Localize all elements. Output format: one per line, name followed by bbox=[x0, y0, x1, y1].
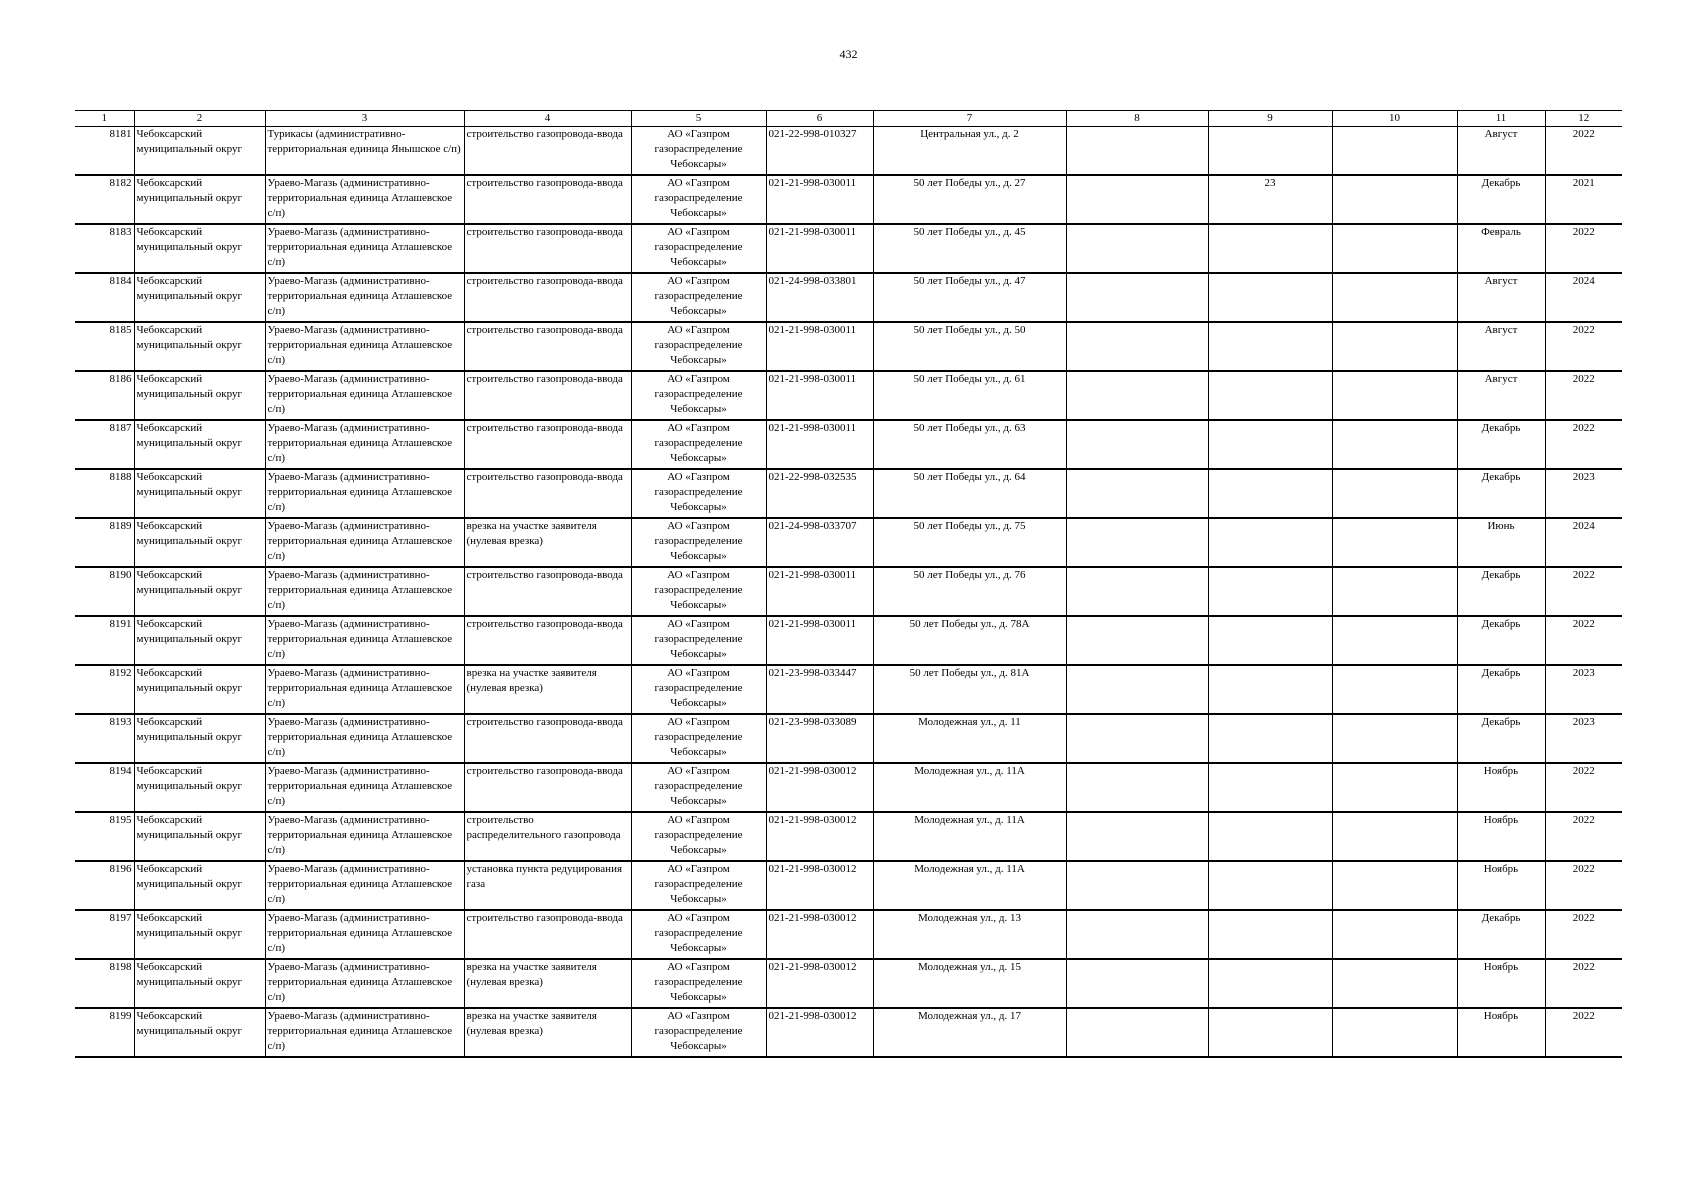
row-number-cell: 8195 bbox=[75, 812, 134, 861]
work-type-cell: строительство газопровода-ввода bbox=[464, 910, 631, 959]
column-8-cell bbox=[1066, 959, 1208, 1008]
table-row bbox=[75, 322, 1622, 371]
settlement-cell: Ураево-Магазь (административно-территориальная единица Атлашевское с/п) bbox=[265, 567, 464, 616]
year-cell: 2024 bbox=[1545, 273, 1622, 322]
column-9-cell bbox=[1208, 224, 1332, 273]
settlement-cell: Ураево-Магазь (административно-территориальная единица Атлашевское с/п) bbox=[265, 175, 464, 224]
column-10-cell bbox=[1332, 175, 1457, 224]
organization-cell: АО «Газпром газораспределение Чебоксары» bbox=[631, 1008, 766, 1057]
row-number-cell: 8192 bbox=[75, 665, 134, 714]
month-cell: Июнь bbox=[1457, 518, 1545, 567]
table-row bbox=[75, 616, 1622, 665]
month-cell: Ноябрь bbox=[1457, 812, 1545, 861]
column-8-cell bbox=[1066, 518, 1208, 567]
column-8-cell bbox=[1066, 469, 1208, 518]
district-cell: Чебоксарский муниципальный округ bbox=[134, 616, 265, 665]
district-cell: Чебоксарский муниципальный округ bbox=[134, 1008, 265, 1057]
address-cell: 50 лет Победы ул., д. 61 bbox=[873, 371, 1066, 420]
organization-cell: АО «Газпром газораспределение Чебоксары» bbox=[631, 322, 766, 371]
settlement-cell: Ураево-Магазь (административно-территориальная единица Атлашевское с/п) bbox=[265, 322, 464, 371]
row-number-cell: 8181 bbox=[75, 127, 134, 176]
column-header: 10 bbox=[1332, 111, 1457, 127]
district-cell: Чебоксарский муниципальный округ bbox=[134, 127, 265, 176]
request-code-cell: 021-23-998-033447 bbox=[766, 665, 873, 714]
registry-table bbox=[75, 110, 1622, 1058]
district-cell: Чебоксарский муниципальный округ bbox=[134, 322, 265, 371]
work-type-cell: установка пункта редуцирования газа bbox=[464, 861, 631, 910]
work-type-cell: строительство газопровода-ввода bbox=[464, 127, 631, 176]
row-number-cell: 8198 bbox=[75, 959, 134, 1008]
row-number-cell: 8187 bbox=[75, 420, 134, 469]
row-number-cell: 8193 bbox=[75, 714, 134, 763]
settlement-cell: Ураево-Магазь (административно-территориальная единица Атлашевское с/п) bbox=[265, 763, 464, 812]
table-row bbox=[75, 567, 1622, 616]
month-cell: Август bbox=[1457, 322, 1545, 371]
organization-cell: АО «Газпром газораспределение Чебоксары» bbox=[631, 175, 766, 224]
address-cell: 50 лет Победы ул., д. 45 bbox=[873, 224, 1066, 273]
organization-cell: АО «Газпром газораспределение Чебоксары» bbox=[631, 665, 766, 714]
column-9-cell: 23 bbox=[1208, 175, 1332, 224]
column-10-cell bbox=[1332, 371, 1457, 420]
table-row bbox=[75, 665, 1622, 714]
column-header: 1 bbox=[75, 111, 134, 127]
settlement-cell: Ураево-Магазь (административно-территориальная единица Атлашевское с/п) bbox=[265, 861, 464, 910]
column-10-cell bbox=[1332, 861, 1457, 910]
year-cell: 2021 bbox=[1545, 175, 1622, 224]
row-number-cell: 8194 bbox=[75, 763, 134, 812]
row-number-cell: 8182 bbox=[75, 175, 134, 224]
column-8-cell bbox=[1066, 567, 1208, 616]
year-cell: 2022 bbox=[1545, 127, 1622, 176]
month-cell: Декабрь bbox=[1457, 714, 1545, 763]
column-8-cell bbox=[1066, 175, 1208, 224]
column-9-cell bbox=[1208, 616, 1332, 665]
address-cell: 50 лет Победы ул., д. 47 bbox=[873, 273, 1066, 322]
month-cell: Август bbox=[1457, 127, 1545, 176]
settlement-cell: Ураево-Магазь (административно-территориальная единица Атлашевское с/п) bbox=[265, 616, 464, 665]
settlement-cell: Ураево-Магазь (административно-территориальная единица Атлашевское с/п) bbox=[265, 665, 464, 714]
column-9-cell bbox=[1208, 371, 1332, 420]
column-header: 3 bbox=[265, 111, 464, 127]
settlement-cell: Ураево-Магазь (административно-территориальная единица Атлашевское с/п) bbox=[265, 1008, 464, 1057]
column-8-cell bbox=[1066, 763, 1208, 812]
request-code-cell: 021-21-998-030012 bbox=[766, 910, 873, 959]
column-8-cell bbox=[1066, 616, 1208, 665]
column-9-cell bbox=[1208, 469, 1332, 518]
work-type-cell: строительство газопровода-ввода bbox=[464, 469, 631, 518]
district-cell: Чебоксарский муниципальный округ bbox=[134, 518, 265, 567]
settlement-cell: Ураево-Магазь (административно-территориальная единица Атлашевское с/п) bbox=[265, 273, 464, 322]
organization-cell: АО «Газпром газораспределение Чебоксары» bbox=[631, 567, 766, 616]
settlement-cell: Ураево-Магазь (административно-территориальная единица Атлашевское с/п) bbox=[265, 469, 464, 518]
column-8-cell bbox=[1066, 420, 1208, 469]
column-header: 9 bbox=[1208, 111, 1332, 127]
work-type-cell: строительство газопровода-ввода bbox=[464, 567, 631, 616]
organization-cell: АО «Газпром газораспределение Чебоксары» bbox=[631, 420, 766, 469]
year-cell: 2022 bbox=[1545, 812, 1622, 861]
column-header: 8 bbox=[1066, 111, 1208, 127]
row-number-cell: 8184 bbox=[75, 273, 134, 322]
table-row bbox=[75, 175, 1622, 224]
column-9-cell bbox=[1208, 910, 1332, 959]
column-8-cell bbox=[1066, 714, 1208, 763]
column-8-cell bbox=[1066, 273, 1208, 322]
column-10-cell bbox=[1332, 763, 1457, 812]
year-cell: 2022 bbox=[1545, 322, 1622, 371]
request-code-cell: 021-21-998-030011 bbox=[766, 420, 873, 469]
request-code-cell: 021-21-998-030012 bbox=[766, 959, 873, 1008]
month-cell: Декабрь bbox=[1457, 616, 1545, 665]
request-code-cell: 021-21-998-030012 bbox=[766, 812, 873, 861]
work-type-cell: строительство газопровода-ввода bbox=[464, 763, 631, 812]
row-number-cell: 8185 bbox=[75, 322, 134, 371]
column-9-cell bbox=[1208, 322, 1332, 371]
address-cell: 50 лет Победы ул., д. 50 bbox=[873, 322, 1066, 371]
settlement-cell: Ураево-Магазь (административно-территориальная единица Атлашевское с/п) bbox=[265, 224, 464, 273]
settlement-cell: Турикасы (административно-территориальная единица Янышское с/п) bbox=[265, 127, 464, 176]
work-type-cell: строительство газопровода-ввода bbox=[464, 175, 631, 224]
column-9-cell bbox=[1208, 763, 1332, 812]
settlement-cell: Ураево-Магазь (административно-территориальная единица Атлашевское с/п) bbox=[265, 714, 464, 763]
column-10-cell bbox=[1332, 127, 1457, 176]
request-code-cell: 021-21-998-030011 bbox=[766, 175, 873, 224]
row-number-cell: 8191 bbox=[75, 616, 134, 665]
district-cell: Чебоксарский муниципальный округ bbox=[134, 861, 265, 910]
row-number-cell: 8186 bbox=[75, 371, 134, 420]
work-type-cell: строительство газопровода-ввода bbox=[464, 420, 631, 469]
organization-cell: АО «Газпром газораспределение Чебоксары» bbox=[631, 616, 766, 665]
address-cell: Молодежная ул., д. 11 bbox=[873, 714, 1066, 763]
column-9-cell bbox=[1208, 861, 1332, 910]
column-10-cell bbox=[1332, 910, 1457, 959]
month-cell: Февраль bbox=[1457, 224, 1545, 273]
year-cell: 2022 bbox=[1545, 420, 1622, 469]
district-cell: Чебоксарский муниципальный округ bbox=[134, 567, 265, 616]
year-cell: 2022 bbox=[1545, 1008, 1622, 1057]
year-cell: 2022 bbox=[1545, 224, 1622, 273]
year-cell: 2022 bbox=[1545, 861, 1622, 910]
address-cell: 50 лет Победы ул., д. 64 bbox=[873, 469, 1066, 518]
request-code-cell: 021-21-998-030011 bbox=[766, 616, 873, 665]
table-row bbox=[75, 1008, 1622, 1057]
address-cell: Центральная ул., д. 2 bbox=[873, 127, 1066, 176]
month-cell: Декабрь bbox=[1457, 175, 1545, 224]
district-cell: Чебоксарский муниципальный округ bbox=[134, 714, 265, 763]
request-code-cell: 021-21-998-030012 bbox=[766, 1008, 873, 1057]
month-cell: Декабрь bbox=[1457, 567, 1545, 616]
request-code-cell: 021-21-998-030011 bbox=[766, 224, 873, 273]
column-number-row bbox=[75, 111, 1622, 127]
request-code-cell: 021-24-998-033707 bbox=[766, 518, 873, 567]
column-8-cell bbox=[1066, 910, 1208, 959]
address-cell: Молодежная ул., д. 11А bbox=[873, 861, 1066, 910]
work-type-cell: строительство газопровода-ввода bbox=[464, 371, 631, 420]
request-code-cell: 021-22-998-032535 bbox=[766, 469, 873, 518]
settlement-cell: Ураево-Магазь (административно-территориальная единица Атлашевское с/п) bbox=[265, 910, 464, 959]
month-cell: Ноябрь bbox=[1457, 763, 1545, 812]
table-row bbox=[75, 959, 1622, 1008]
address-cell: Молодежная ул., д. 11А bbox=[873, 763, 1066, 812]
column-9-cell bbox=[1208, 1008, 1332, 1057]
settlement-cell: Ураево-Магазь (административно-территориальная единица Атлашевское с/п) bbox=[265, 812, 464, 861]
month-cell: Декабрь bbox=[1457, 469, 1545, 518]
table-row bbox=[75, 812, 1622, 861]
address-cell: Молодежная ул., д. 13 bbox=[873, 910, 1066, 959]
address-cell: 50 лет Победы ул., д. 78А bbox=[873, 616, 1066, 665]
organization-cell: АО «Газпром газораспределение Чебоксары» bbox=[631, 714, 766, 763]
organization-cell: АО «Газпром газораспределение Чебоксары» bbox=[631, 910, 766, 959]
organization-cell: АО «Газпром газораспределение Чебоксары» bbox=[631, 127, 766, 176]
district-cell: Чебоксарский муниципальный округ bbox=[134, 175, 265, 224]
month-cell: Декабрь bbox=[1457, 665, 1545, 714]
table-row bbox=[75, 861, 1622, 910]
column-9-cell bbox=[1208, 665, 1332, 714]
row-number-cell: 8196 bbox=[75, 861, 134, 910]
column-9-cell bbox=[1208, 812, 1332, 861]
column-10-cell bbox=[1332, 616, 1457, 665]
month-cell: Ноябрь bbox=[1457, 959, 1545, 1008]
settlement-cell: Ураево-Магазь (административно-территориальная единица Атлашевское с/п) bbox=[265, 371, 464, 420]
row-number-cell: 8183 bbox=[75, 224, 134, 273]
year-cell: 2022 bbox=[1545, 616, 1622, 665]
column-10-cell bbox=[1332, 224, 1457, 273]
organization-cell: АО «Газпром газораспределение Чебоксары» bbox=[631, 959, 766, 1008]
column-9-cell bbox=[1208, 127, 1332, 176]
month-cell: Ноябрь bbox=[1457, 1008, 1545, 1057]
work-type-cell: строительство газопровода-ввода bbox=[464, 322, 631, 371]
column-8-cell bbox=[1066, 665, 1208, 714]
address-cell: 50 лет Победы ул., д. 27 bbox=[873, 175, 1066, 224]
organization-cell: АО «Газпром газораспределение Чебоксары» bbox=[631, 469, 766, 518]
month-cell: Декабрь bbox=[1457, 420, 1545, 469]
year-cell: 2022 bbox=[1545, 371, 1622, 420]
column-10-cell bbox=[1332, 959, 1457, 1008]
district-cell: Чебоксарский муниципальный округ bbox=[134, 371, 265, 420]
month-cell: Ноябрь bbox=[1457, 861, 1545, 910]
column-8-cell bbox=[1066, 861, 1208, 910]
column-10-cell bbox=[1332, 420, 1457, 469]
table-row bbox=[75, 420, 1622, 469]
table-row bbox=[75, 763, 1622, 812]
address-cell: Молодежная ул., д. 17 bbox=[873, 1008, 1066, 1057]
column-header: 4 bbox=[464, 111, 631, 127]
column-10-cell bbox=[1332, 1008, 1457, 1057]
column-10-cell bbox=[1332, 469, 1457, 518]
organization-cell: АО «Газпром газораспределение Чебоксары» bbox=[631, 812, 766, 861]
row-number-cell: 8188 bbox=[75, 469, 134, 518]
column-8-cell bbox=[1066, 1008, 1208, 1057]
column-8-cell bbox=[1066, 127, 1208, 176]
organization-cell: АО «Газпром газораспределение Чебоксары» bbox=[631, 763, 766, 812]
organization-cell: АО «Газпром газораспределение Чебоксары» bbox=[631, 273, 766, 322]
request-code-cell: 021-21-998-030011 bbox=[766, 322, 873, 371]
column-8-cell bbox=[1066, 812, 1208, 861]
settlement-cell: Ураево-Магазь (административно-территориальная единица Атлашевское с/п) bbox=[265, 518, 464, 567]
work-type-cell: строительство газопровода-ввода bbox=[464, 273, 631, 322]
work-type-cell: врезка на участке заявителя (нулевая врезка) bbox=[464, 518, 631, 567]
column-header: 12 bbox=[1545, 111, 1622, 127]
organization-cell: АО «Газпром газораспределение Чебоксары» bbox=[631, 861, 766, 910]
page-number: 432 bbox=[839, 47, 858, 61]
work-type-cell: строительство газопровода-ввода bbox=[464, 224, 631, 273]
settlement-cell: Ураево-Магазь (административно-территориальная единица Атлашевское с/п) bbox=[265, 420, 464, 469]
district-cell: Чебоксарский муниципальный округ bbox=[134, 910, 265, 959]
address-cell: Молодежная ул., д. 11А bbox=[873, 812, 1066, 861]
column-header: 2 bbox=[134, 111, 265, 127]
table-row bbox=[75, 518, 1622, 567]
year-cell: 2023 bbox=[1545, 714, 1622, 763]
column-10-cell bbox=[1332, 322, 1457, 371]
column-9-cell bbox=[1208, 567, 1332, 616]
row-number-cell: 8189 bbox=[75, 518, 134, 567]
column-9-cell bbox=[1208, 420, 1332, 469]
district-cell: Чебоксарский муниципальный округ bbox=[134, 224, 265, 273]
column-8-cell bbox=[1066, 224, 1208, 273]
address-cell: 50 лет Победы ул., д. 76 bbox=[873, 567, 1066, 616]
column-9-cell bbox=[1208, 273, 1332, 322]
column-10-cell bbox=[1332, 518, 1457, 567]
work-type-cell: строительство газопровода-ввода bbox=[464, 714, 631, 763]
year-cell: 2022 bbox=[1545, 910, 1622, 959]
column-10-cell bbox=[1332, 812, 1457, 861]
request-code-cell: 021-24-998-033801 bbox=[766, 273, 873, 322]
work-type-cell: врезка на участке заявителя (нулевая врезка) bbox=[464, 665, 631, 714]
column-header: 6 bbox=[766, 111, 873, 127]
table-row bbox=[75, 224, 1622, 273]
district-cell: Чебоксарский муниципальный округ bbox=[134, 420, 265, 469]
request-code-cell: 021-22-998-010327 bbox=[766, 127, 873, 176]
request-code-cell: 021-21-998-030011 bbox=[766, 567, 873, 616]
table-body bbox=[75, 127, 1622, 1058]
column-10-cell bbox=[1332, 273, 1457, 322]
district-cell: Чебоксарский муниципальный округ bbox=[134, 959, 265, 1008]
column-8-cell bbox=[1066, 322, 1208, 371]
year-cell: 2022 bbox=[1545, 567, 1622, 616]
year-cell: 2023 bbox=[1545, 469, 1622, 518]
row-number-cell: 8199 bbox=[75, 1008, 134, 1057]
row-number-cell: 8190 bbox=[75, 567, 134, 616]
address-cell: Молодежная ул., д. 15 bbox=[873, 959, 1066, 1008]
column-9-cell bbox=[1208, 518, 1332, 567]
request-code-cell: 021-21-998-030011 bbox=[766, 371, 873, 420]
settlement-cell: Ураево-Магазь (административно-территориальная единица Атлашевское с/п) bbox=[265, 959, 464, 1008]
table-row bbox=[75, 714, 1622, 763]
district-cell: Чебоксарский муниципальный округ bbox=[134, 273, 265, 322]
address-cell: 50 лет Победы ул., д. 75 bbox=[873, 518, 1066, 567]
table-row bbox=[75, 371, 1622, 420]
column-9-cell bbox=[1208, 959, 1332, 1008]
column-10-cell bbox=[1332, 665, 1457, 714]
organization-cell: АО «Газпром газораспределение Чебоксары» bbox=[631, 371, 766, 420]
table-row bbox=[75, 469, 1622, 518]
district-cell: Чебоксарский муниципальный округ bbox=[134, 812, 265, 861]
row-number-cell: 8197 bbox=[75, 910, 134, 959]
work-type-cell: строительство распределительного газопровода bbox=[464, 812, 631, 861]
column-10-cell bbox=[1332, 567, 1457, 616]
organization-cell: АО «Газпром газораспределение Чебоксары» bbox=[631, 224, 766, 273]
table-row bbox=[75, 273, 1622, 322]
column-header: 11 bbox=[1457, 111, 1545, 127]
year-cell: 2023 bbox=[1545, 665, 1622, 714]
month-cell: Август bbox=[1457, 273, 1545, 322]
column-8-cell bbox=[1066, 371, 1208, 420]
address-cell: 50 лет Победы ул., д. 81А bbox=[873, 665, 1066, 714]
request-code-cell: 021-21-998-030012 bbox=[766, 763, 873, 812]
organization-cell: АО «Газпром газораспределение Чебоксары» bbox=[631, 518, 766, 567]
table-row bbox=[75, 910, 1622, 959]
district-cell: Чебоксарский муниципальный округ bbox=[134, 665, 265, 714]
column-header: 5 bbox=[631, 111, 766, 127]
month-cell: Август bbox=[1457, 371, 1545, 420]
work-type-cell: врезка на участке заявителя (нулевая врезка) bbox=[464, 1008, 631, 1057]
district-cell: Чебоксарский муниципальный округ bbox=[134, 469, 265, 518]
year-cell: 2024 bbox=[1545, 518, 1622, 567]
request-code-cell: 021-21-998-030012 bbox=[766, 861, 873, 910]
column-10-cell bbox=[1332, 714, 1457, 763]
request-code-cell: 021-23-998-033089 bbox=[766, 714, 873, 763]
work-type-cell: строительство газопровода-ввода bbox=[464, 616, 631, 665]
district-cell: Чебоксарский муниципальный округ bbox=[134, 763, 265, 812]
column-header: 7 bbox=[873, 111, 1066, 127]
year-cell: 2022 bbox=[1545, 959, 1622, 1008]
table-row bbox=[75, 127, 1622, 176]
column-9-cell bbox=[1208, 714, 1332, 763]
year-cell: 2022 bbox=[1545, 763, 1622, 812]
month-cell: Декабрь bbox=[1457, 910, 1545, 959]
work-type-cell: врезка на участке заявителя (нулевая врезка) bbox=[464, 959, 631, 1008]
address-cell: 50 лет Победы ул., д. 63 bbox=[873, 420, 1066, 469]
